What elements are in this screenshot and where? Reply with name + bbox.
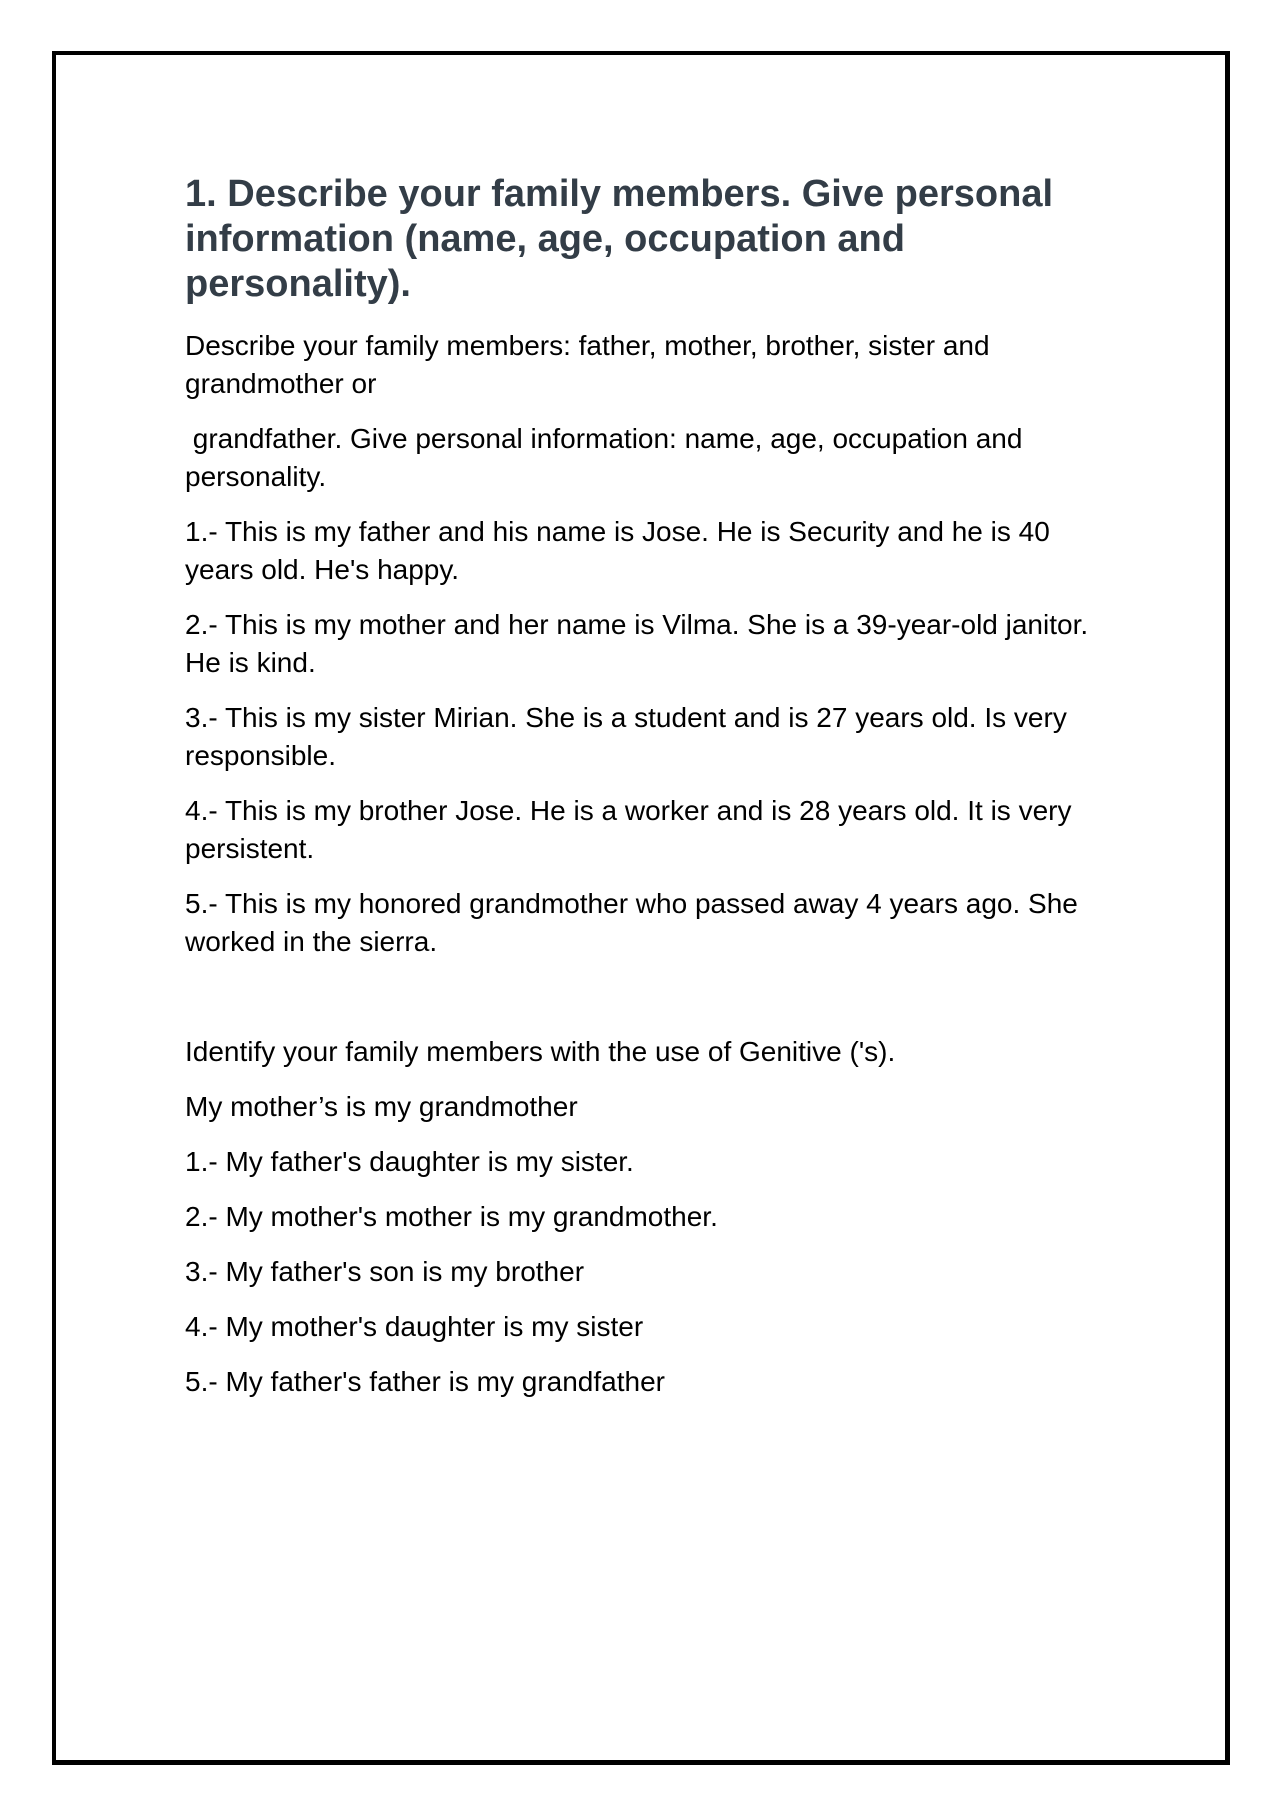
description-item: 1.- This is my father and his name is Jose. He is Security and he is 40 years old. He's happy. — [185, 516, 1050, 585]
document-content — [185, 172, 1105, 1418]
intro-line-1: Describe your family members: father, mother, brother, sister and grandmother or — [185, 330, 998, 399]
description-item: 5.- This is my honored grandmother who passed away 4 years ago. She worked in the sierra. — [185, 888, 1078, 957]
genitive-example: My mother’s is my grandmother — [185, 1091, 578, 1122]
genitive-item: 2.- My mother's mother is my grandmother. — [185, 1201, 718, 1232]
page-title: 1. Describe your family members. Give personal information (name, age, occupation and personality). — [185, 173, 1054, 305]
genitive-item: 1.- My father's daughter is my sister. — [185, 1146, 634, 1177]
section-spacer — [185, 978, 1105, 1033]
intro-line-2: grandfather. Give personal information: name, age, occupation and personality. — [185, 423, 1031, 492]
description-item: 4.- This is my brother Jose. He is a worker and is 28 years old. It is very persistent. — [185, 795, 1072, 864]
genitive-instruction: Identify your family members with the use of Genitive ('s). — [185, 1036, 896, 1067]
genitive-item: 3.- My father's son is my brother — [185, 1256, 585, 1287]
genitive-item: 5.- My father's father is my grandfather — [185, 1366, 665, 1397]
genitive-item: 4.- My mother's daughter is my sister — [185, 1311, 644, 1342]
description-item: 2.- This is my mother and her name is Vilma. She is a 39-year-old janitor. He is kind. — [185, 609, 1089, 678]
description-item: 3.- This is my sister Mirian. She is a student and is 27 years old. Is very responsible. — [185, 702, 1067, 771]
